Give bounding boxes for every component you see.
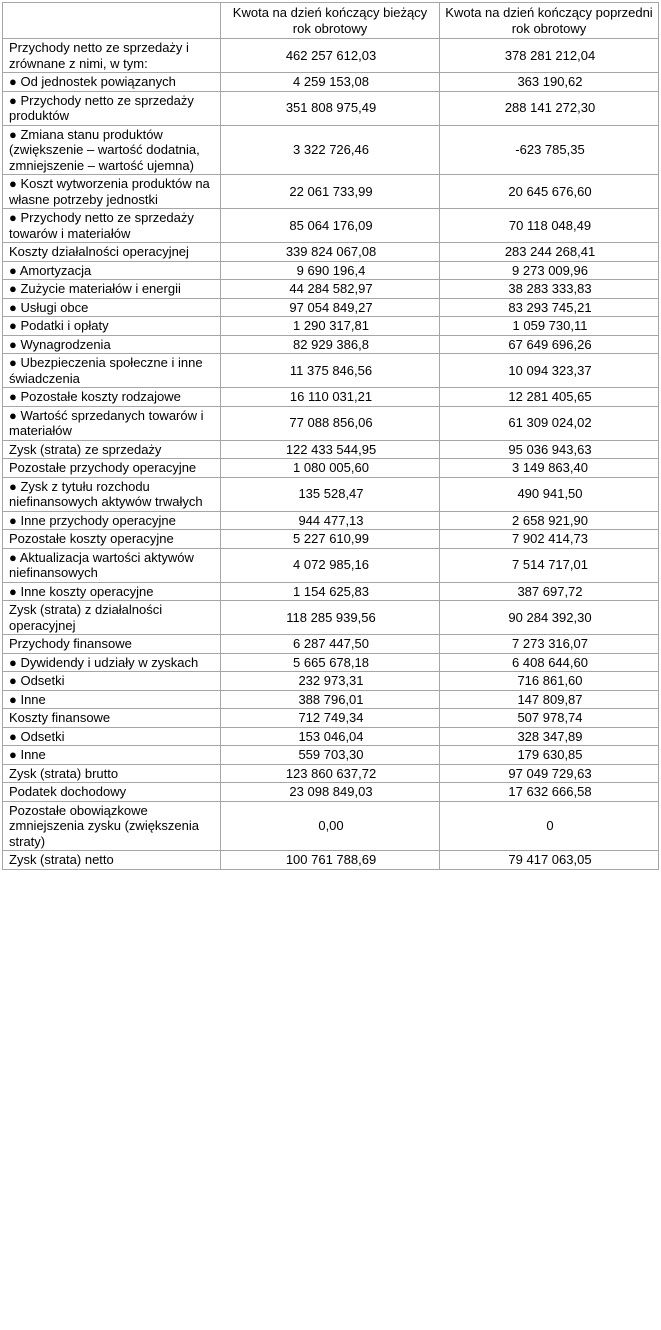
table-row (3, 746, 659, 765)
row-label: ● Usługi obce (3, 298, 221, 317)
table-row (3, 709, 659, 728)
row-label: ● Inne (3, 746, 221, 765)
value-previous: 387 697,72 (440, 582, 659, 601)
corner-cell (3, 3, 221, 39)
value-current: 100 761 788,69 (221, 851, 440, 870)
value-current: 232 973,31 (221, 672, 440, 691)
row-label: Przychody finansowe (3, 635, 221, 654)
value-previous: 7 273 316,07 (440, 635, 659, 654)
value-previous: 1 059 730,11 (440, 317, 659, 336)
value-current: 97 054 849,27 (221, 298, 440, 317)
row-label: Koszty finansowe (3, 709, 221, 728)
table-row (3, 261, 659, 280)
value-current: 135 528,47 (221, 477, 440, 511)
table-row (3, 727, 659, 746)
table-row (3, 91, 659, 125)
value-previous: 147 809,87 (440, 690, 659, 709)
value-previous: 83 293 745,21 (440, 298, 659, 317)
value-current: 351 808 975,49 (221, 91, 440, 125)
row-label: ● Amortyzacja (3, 261, 221, 280)
row-label: ● Odsetki (3, 727, 221, 746)
value-current: 5 665 678,18 (221, 653, 440, 672)
row-label: Pozostałe obowiązkowe zmniejszenia zysku (zwiększenia straty) (3, 801, 221, 851)
value-current: 118 285 939,56 (221, 601, 440, 635)
row-label: Zysk (strata) z działalności operacyjnej (3, 601, 221, 635)
value-previous: 363 190,62 (440, 73, 659, 92)
table-row (3, 406, 659, 440)
row-label: ● Zmiana stanu produktów (zwiększenie – wartość dodatnia, zmniejszenie – wartość ujemna) (3, 125, 221, 175)
row-label: Pozostałe koszty operacyjne (3, 530, 221, 549)
row-label: ● Wynagrodzenia (3, 335, 221, 354)
value-previous: 7 902 414,73 (440, 530, 659, 549)
value-previous: 6 408 644,60 (440, 653, 659, 672)
value-previous: 20 645 676,60 (440, 175, 659, 209)
value-current: 5 227 610,99 (221, 530, 440, 549)
table-row (3, 298, 659, 317)
table-row (3, 317, 659, 336)
table-row (3, 477, 659, 511)
value-previous: 288 141 272,30 (440, 91, 659, 125)
value-previous: 3 149 863,40 (440, 459, 659, 478)
value-current: 22 061 733,99 (221, 175, 440, 209)
value-current: 1 080 005,60 (221, 459, 440, 478)
row-label: Zysk (strata) brutto (3, 764, 221, 783)
value-current: 339 824 067,08 (221, 243, 440, 262)
row-label: Przychody netto ze sprzedaży i zrównane z nimi, w tym: (3, 39, 221, 73)
row-label: Koszty działalności operacyjnej (3, 243, 221, 262)
value-current: 1 154 625,83 (221, 582, 440, 601)
value-previous: 90 284 392,30 (440, 601, 659, 635)
value-current: 462 257 612,03 (221, 39, 440, 73)
financial-statement-table (2, 2, 659, 870)
value-previous: 7 514 717,01 (440, 548, 659, 582)
header-current-year: Kwota na dzień kończący bieżący rok obrotowy (221, 3, 440, 39)
value-current: 4 259 153,08 (221, 73, 440, 92)
value-previous: 2 658 921,90 (440, 511, 659, 530)
table-row (3, 388, 659, 407)
header-previous-year: Kwota na dzień kończący poprzedni rok obrotowy (440, 3, 659, 39)
value-previous: 10 094 323,37 (440, 354, 659, 388)
row-label: ● Od jednostek powiązanych (3, 73, 221, 92)
table-row (3, 783, 659, 802)
table-row (3, 530, 659, 549)
table-row (3, 354, 659, 388)
table-row (3, 440, 659, 459)
value-current: 23 098 849,03 (221, 783, 440, 802)
value-previous: -623 785,35 (440, 125, 659, 175)
value-previous: 179 630,85 (440, 746, 659, 765)
table-row (3, 851, 659, 870)
value-current: 0,00 (221, 801, 440, 851)
row-label: ● Aktualizacja wartości aktywów niefinansowych (3, 548, 221, 582)
value-current: 388 796,01 (221, 690, 440, 709)
table-row (3, 653, 659, 672)
table-row (3, 548, 659, 582)
row-label: ● Inne (3, 690, 221, 709)
value-current: 82 929 386,8 (221, 335, 440, 354)
value-current: 3 322 726,46 (221, 125, 440, 175)
table-row (3, 39, 659, 73)
value-current: 712 749,34 (221, 709, 440, 728)
value-current: 77 088 856,06 (221, 406, 440, 440)
value-current: 559 703,30 (221, 746, 440, 765)
value-previous: 328 347,89 (440, 727, 659, 746)
value-previous: 0 (440, 801, 659, 851)
value-previous: 716 861,60 (440, 672, 659, 691)
row-label: ● Przychody netto ze sprzedaży towarów i materiałów (3, 209, 221, 243)
table-row (3, 209, 659, 243)
row-label: ● Pozostałe koszty rodzajowe (3, 388, 221, 407)
value-previous: 507 978,74 (440, 709, 659, 728)
value-previous: 12 281 405,65 (440, 388, 659, 407)
row-label: ● Zużycie materiałów i energii (3, 280, 221, 299)
table-row (3, 243, 659, 262)
row-label: ● Zysk z tytułu rozchodu niefinansowych aktywów trwałych (3, 477, 221, 511)
value-current: 153 046,04 (221, 727, 440, 746)
value-previous: 9 273 009,96 (440, 261, 659, 280)
table-row (3, 582, 659, 601)
row-label: Podatek dochodowy (3, 783, 221, 802)
value-current: 44 284 582,97 (221, 280, 440, 299)
table-row (3, 672, 659, 691)
value-previous: 97 049 729,63 (440, 764, 659, 783)
value-previous: 378 281 212,04 (440, 39, 659, 73)
value-current: 85 064 176,09 (221, 209, 440, 243)
table-row (3, 690, 659, 709)
table-row (3, 511, 659, 530)
value-previous: 67 649 696,26 (440, 335, 659, 354)
table-row (3, 175, 659, 209)
row-label: ● Odsetki (3, 672, 221, 691)
value-current: 123 860 637,72 (221, 764, 440, 783)
value-previous: 38 283 333,83 (440, 280, 659, 299)
row-label: ● Podatki i opłaty (3, 317, 221, 336)
table-row (3, 635, 659, 654)
value-previous: 283 244 268,41 (440, 243, 659, 262)
row-label: ● Wartość sprzedanych towarów i materiałów (3, 406, 221, 440)
row-label: Zysk (strata) ze sprzedaży (3, 440, 221, 459)
value-current: 6 287 447,50 (221, 635, 440, 654)
row-label: Pozostałe przychody operacyjne (3, 459, 221, 478)
value-current: 11 375 846,56 (221, 354, 440, 388)
row-label: ● Koszt wytworzenia produktów na własne potrzeby jednostki (3, 175, 221, 209)
table-row (3, 801, 659, 851)
value-current: 9 690 196,4 (221, 261, 440, 280)
table-row (3, 335, 659, 354)
table-row (3, 764, 659, 783)
table-row (3, 601, 659, 635)
value-current: 4 072 985,16 (221, 548, 440, 582)
value-current: 944 477,13 (221, 511, 440, 530)
table-row (3, 125, 659, 175)
row-label: Zysk (strata) netto (3, 851, 221, 870)
row-label: ● Inne przychody operacyjne (3, 511, 221, 530)
value-previous: 17 632 666,58 (440, 783, 659, 802)
row-label: ● Inne koszty operacyjne (3, 582, 221, 601)
row-label: ● Ubezpieczenia społeczne i inne świadczenia (3, 354, 221, 388)
table-row (3, 73, 659, 92)
table-row (3, 280, 659, 299)
value-current: 1 290 317,81 (221, 317, 440, 336)
row-label: ● Dywidendy i udziały w zyskach (3, 653, 221, 672)
header-row (3, 3, 659, 39)
value-current: 16 110 031,21 (221, 388, 440, 407)
value-previous: 95 036 943,63 (440, 440, 659, 459)
value-previous: 490 941,50 (440, 477, 659, 511)
row-label: ● Przychody netto ze sprzedaży produktów (3, 91, 221, 125)
value-current: 122 433 544,95 (221, 440, 440, 459)
value-previous: 70 118 048,49 (440, 209, 659, 243)
value-previous: 79 417 063,05 (440, 851, 659, 870)
value-previous: 61 309 024,02 (440, 406, 659, 440)
table-row (3, 459, 659, 478)
